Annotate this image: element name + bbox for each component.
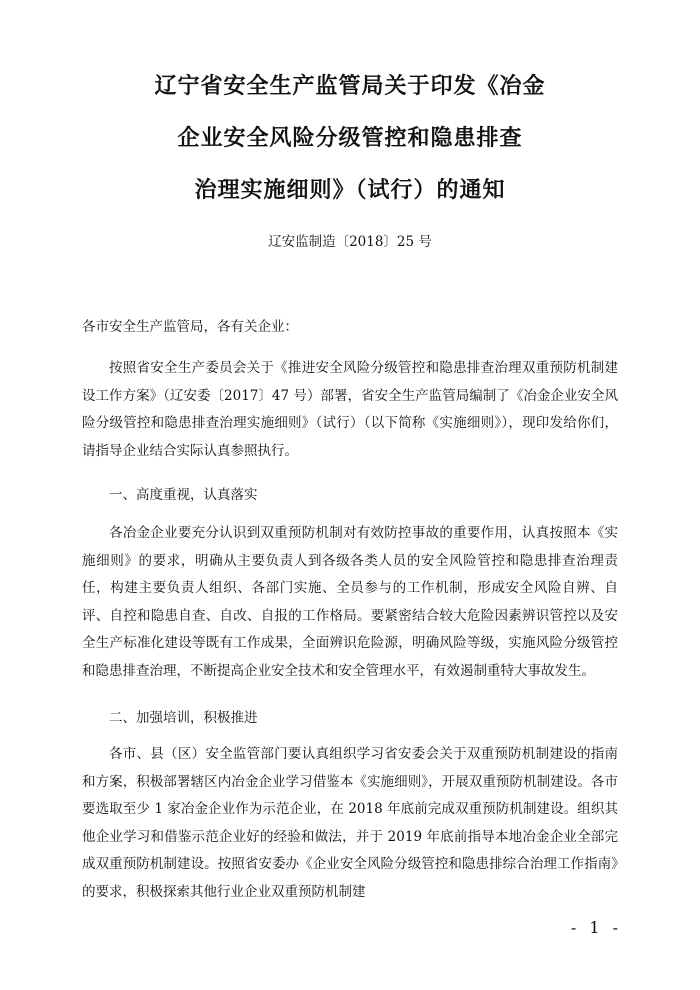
section-1-heading: 一、高度重视，认真落实 — [109, 487, 258, 503]
intro-paragraph: 按照省安全生产委员会关于《推进安全风险分级管控和隐患排查治理双重预防机制建设工作方案》（辽安委〔2017〕47 号）部署，省安全生产监管局编制了《冶金企业安全风险分级管控和隐患排查治理实施细则》（试行）（以下简称《实施细则》），现印发给你们，请指导企业结合实际认真参照执行。 — [82, 360, 618, 459]
document-number: 辽安监制造〔2018〕25 号 — [268, 234, 432, 250]
section-2-heading: 二、加强培训，积极推进 — [109, 710, 258, 726]
salutation: 各市安全生产监管局，各有关企业： — [82, 319, 298, 335]
section-1-paragraph: 各冶金企业要充分认识到双重预防机制对有效防控事故的重要作用，认真按照本《实施细则》的要求，明确从主要负责人到各级各类人员的安全风险管控和隐患排查治理责任，构建主要负责人组织、各部门实施、全员参与的工作机制，形成安全风险自辨、自评、自控和隐患自查、自改、自报的工作格局。要紧密结合较大危险因素辨识管控以及安全生产标准化建设等既有工作成果，全面辨识危险源，明确风险等级，实施风险分级管控和隐患排查治理，不断提高企业安全技术和安全管理水平，有效遏制重特大事故发生。 — [82, 525, 618, 679]
title-line-1: 辽宁省安全生产监管局关于印发《冶金 — [154, 74, 546, 99]
title-line-3: 治理实施细则》（试行）的通知 — [194, 178, 506, 203]
title-line-2: 企业安全风险分级管控和隐患排查 — [177, 126, 523, 151]
section-2-paragraph: 各市、县（区）安全监管部门要认真组织学习省安委会关于双重预防机制建设的指南和方案，积极部署辖区内冶金企业学习借鉴本《实施细则》，开展双重预防机制建设。各市要选取至少 1 家冶金企业作为示范企业，在 2018 年底前完成双重预防机制建设。组织其他企业学习和借鉴示范企业好的经验和做法，并于 2019 年底前指导本地冶金企业全部完成双重预防机制建设。按照省安委办《企业安全风险分级管控和隐患排综合治理工作指南》的要求，积极探索其他行业企业双重预防机制建 — [82, 746, 618, 900]
page-number: - 1 - — [570, 918, 622, 937]
